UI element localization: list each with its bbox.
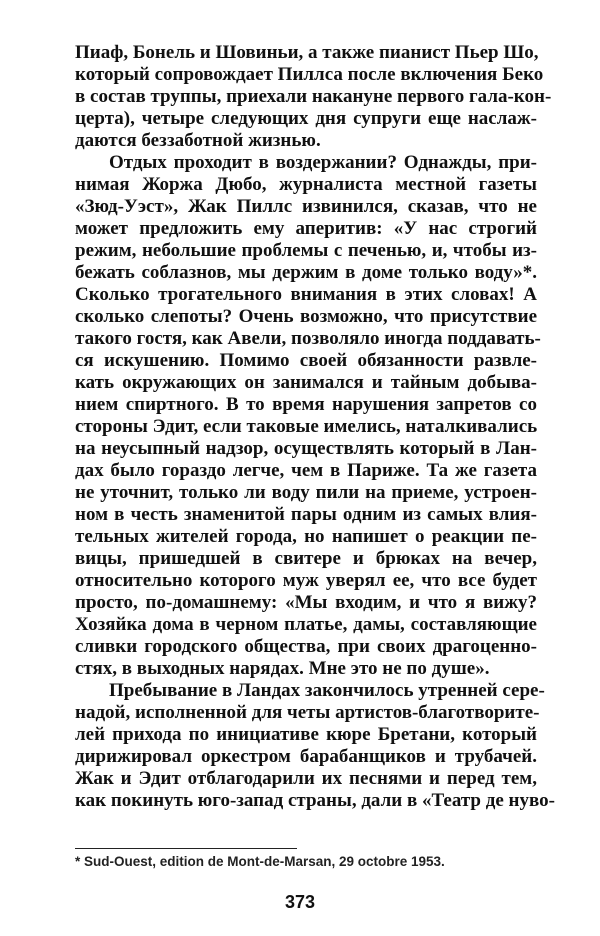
text-line: стях, в выходных нарядах. Мне это не по душе».	[75, 658, 490, 679]
text-line: нимая Жоржа Дюбо, журналиста местной газеты	[75, 174, 537, 195]
text-line: бежать соблазнов, мы держим в доме только воду»*.	[75, 262, 537, 283]
text-line: в состав труппы, приехали накануне первого гала-кон-	[75, 86, 552, 107]
text-line: нием спиртного. В то время нарушения запретов со	[75, 394, 537, 415]
text-line: вицы, пришедшей в свитере и брюках на вечер,	[75, 548, 537, 569]
text-line: такого гостя, как Авели, позволяло иногда поддавать-	[75, 328, 541, 349]
text-line: который сопровождает Пиллса после включения Беко	[75, 64, 544, 85]
text-line: церта), четыре следующих дня супруги еще наслаж-	[75, 108, 537, 129]
body-text	[75, 42, 555, 812]
text-line: Жак и Эдит отблагодарили их песнями и перед тем,	[75, 768, 537, 789]
text-line: лей прихода по инициативе кюре Бретани, который	[75, 724, 537, 745]
text-line: на неусыпный надзор, осуществлять который в Лан-	[75, 438, 537, 459]
text-line: ном в честь знаменитой пары одним из самых влия-	[75, 504, 537, 525]
text-line: режим, небольшие проблемы с печенью, и, чтобы из-	[75, 240, 537, 261]
text-line: тельных жителей города, но напишет о реакции пе-	[75, 526, 537, 547]
text-line: дирижировал оркестром барабанщиков и трубачей.	[75, 746, 537, 767]
text-line: Пребывание в Ландах закончилось утренней сере-	[109, 680, 545, 701]
footnote-divider	[75, 848, 297, 849]
text-line: стороны Эдит, если таковые имелись, наталкивались	[75, 416, 538, 437]
text-line: как покинуть юго-запад страны, дали в «Театр де нуво-	[75, 790, 555, 811]
text-line: Хозяйка дома в черном платье, дамы, составляющие	[75, 614, 537, 635]
text-line: Пиаф, Бонель и Шовиньи, а также пианист Пьер Шо,	[75, 42, 539, 63]
text-line: даются беззаботной жизнью.	[75, 130, 321, 151]
text-line: может предложить ему аперитив: «У нас строгий	[75, 218, 537, 239]
text-line: дах было гораздо легче, чем в Париже. Та же газета	[75, 460, 537, 481]
text-line: «Зюд-Уэст», Жак Пиллс извинился, сказав, что не	[75, 196, 537, 217]
text-line: сколько слепоты? Очень возможно, что присутствие	[75, 306, 537, 327]
text-line: относительно которого муж уверял ее, что все будет	[75, 570, 537, 591]
text-line: кать окружающих он занимался и тайным добыва-	[75, 372, 537, 393]
text-line: просто, по-домашнему: «Мы входим, и что я вижу?	[75, 592, 537, 613]
text-line: не уточнит, только ли воду пили на приеме, устроен-	[75, 482, 537, 503]
footnote: * Sud-Ouest, edition de Mont-de-Marsan, 29 octobre 1953.	[75, 854, 445, 869]
text-line: ся искушению. Помимо своей обязанности развле-	[75, 350, 537, 371]
text-line: Сколько трогательного внимания в этих словах! А	[75, 284, 537, 305]
page-number: 373	[284, 892, 316, 912]
text-line: сливки городского общества, при своих драгоценно-	[75, 636, 537, 657]
text-line: надой, исполненной для четы артистов-благотворите-	[75, 702, 540, 723]
text-line: Отдых проходит в воздержании? Однажды, при-	[109, 152, 537, 173]
